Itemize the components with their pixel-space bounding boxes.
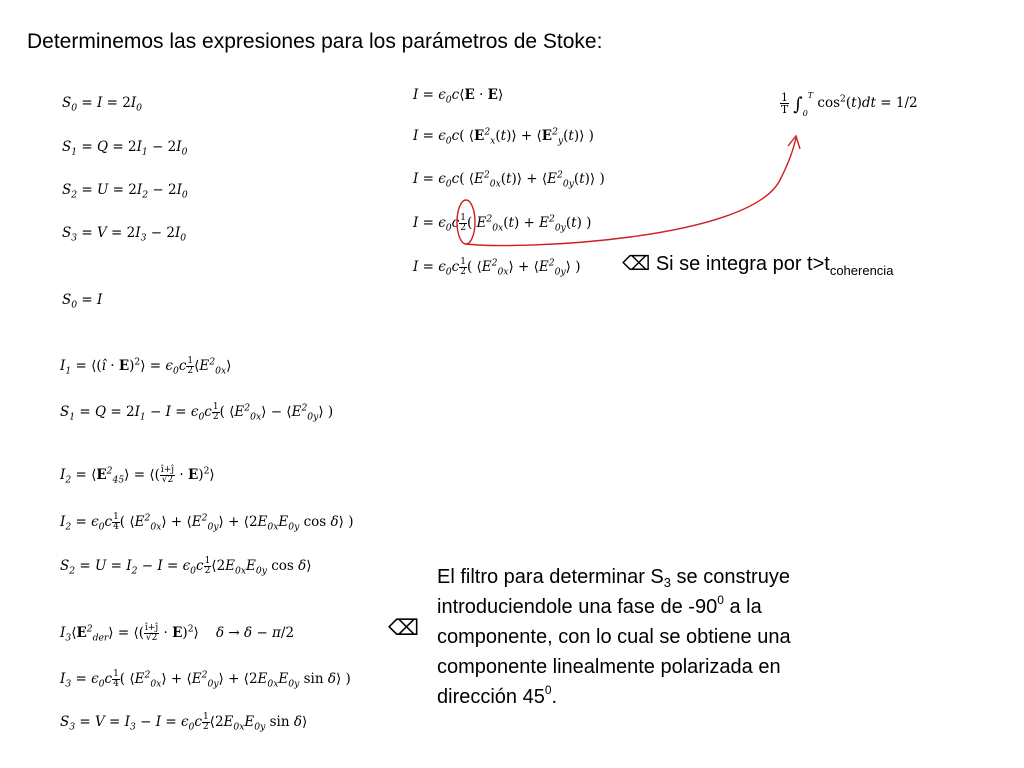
coherence-note-subscript: coherencia <box>829 263 894 278</box>
erase-left-icon: ⌫ <box>622 251 651 275</box>
equation-s3-v: $S_3 = V = I_3 - I = \epsilon_0c$ $\frac{1}{2}$ $⟨2E_{0x}E_{0y}$ sin δ⟩ <box>60 712 308 733</box>
para-line4: componente linealmente polarizada en <box>437 656 781 678</box>
para-line1a: El filtro para determinar S <box>437 566 664 588</box>
slide-title: Determinemos las expresiones para los parámetros de Stoke: <box>27 30 603 53</box>
coherence-note <box>622 253 893 278</box>
equation-s3-def: $S_3 = V = 2I_3 - 2I_0$ <box>62 225 187 244</box>
para-line5-sup: 0 <box>544 683 552 697</box>
para-line5b: . <box>551 686 558 708</box>
para-line1-sub: 3 <box>663 575 671 590</box>
equation-s1-q: $S_1 = Q = 2I_1 - I = \epsilon_0c$ $\frac{1}{2}$ ( $⟨E^2_{0x}⟩$ − $⟨E^2_{0y}⟩$ ) <box>60 402 334 423</box>
para-line2a: introduciendole una fase de -90 <box>437 596 718 618</box>
coherence-note-text: Si se integra por t>t <box>655 253 830 275</box>
para-line3: componente, con lo cual se obtiene una <box>437 626 791 648</box>
para-line5a: dirección 45 <box>437 686 545 708</box>
equation-time-average: $\frac{1}{T}$ $\int_0^T$ $\cos^2(t)dt = 1/2$ <box>780 91 918 118</box>
para-line2b: a la <box>723 596 762 618</box>
para-line1b: se construye <box>671 566 790 588</box>
equation-i2: $I_2$ = $⟨E^2_{45}⟩$ = ⟨( $\frac{î+ĵ}{√2}$ · E)$^2$⟩ <box>60 465 215 486</box>
erase-left-icon: ⌫ <box>388 616 420 641</box>
equation-intensity-1: $I = \epsilon_0c⟨E$ · E⟩ <box>413 87 504 106</box>
equation-s0-def: $S_0 = I = 2I_0$ <box>62 95 143 114</box>
filter-explanation <box>437 562 917 712</box>
equation-intensity-2: $I = \epsilon_0c$( $⟨E^2_x(t)⟩$ + $⟨E^2_y(t)⟩$ ) <box>413 126 594 147</box>
equation-s1-def: $S_1 = Q = 2I_1 - 2I_0$ <box>62 139 188 158</box>
equation-s0-i: $S_0 = I$ <box>62 292 103 311</box>
para-line2-sup: 0 <box>717 593 724 607</box>
equation-i3: $I_3⟨E^2_{der}⟩$ = ⟨( $\frac{î+ĵ}{√2}$ · E)$^2$⟩ δ → δ − π/2 <box>60 623 295 644</box>
equation-i2-expanded: $I_2 = \epsilon_0c$ $\frac{1}{4}$ ( $⟨E^2_{0x}⟩$ + $⟨E^2_{0y}⟩$ + $⟨2E_{0x}E_{0y}$ cos δ⟩ ) <box>60 512 354 533</box>
equation-intensity-5: $I = \epsilon_0c$ $\frac{1}{2}$ ( $⟨E^2_{0x}⟩$ + $⟨E^2_{0y}⟩$ ) <box>413 257 581 278</box>
equation-i3-expanded: $I_3 = \epsilon_0c$ $\frac{1}{4}$ ( $⟨E^2_{0x}⟩$ + $⟨E^2_{0y}⟩$ + $⟨2E_{0x}E_{0y}$ sin δ⟩ ) <box>60 669 351 690</box>
equation-s2-def: $S_2 = U = 2I_2 - 2I_0$ <box>62 182 188 201</box>
equation-s2-u: $S_2 = U = I_2 - I = \epsilon_0c$ $\frac{1}{2}$ $⟨2E_{0x}E_{0y}$ cos δ⟩ <box>60 556 312 577</box>
arrow-head <box>788 136 800 149</box>
equation-i1: $I_1$ = ⟨(î · E)$^2$⟩ = $\epsilon_0c$ $\frac{1}{2}$ $⟨E^2_{0x}⟩$ <box>60 356 232 377</box>
equation-intensity-4: $I = \epsilon_0c$ $\frac{1}{2}$ ( $E^2_{0x}(t) + E^2_{0y}(t)$ ) <box>413 213 592 234</box>
equation-intensity-3: $I = \epsilon_0c$( $⟨E^2_{0x}(t)⟩$ + $⟨E^2_{0y}(t)⟩$ ) <box>413 169 605 190</box>
